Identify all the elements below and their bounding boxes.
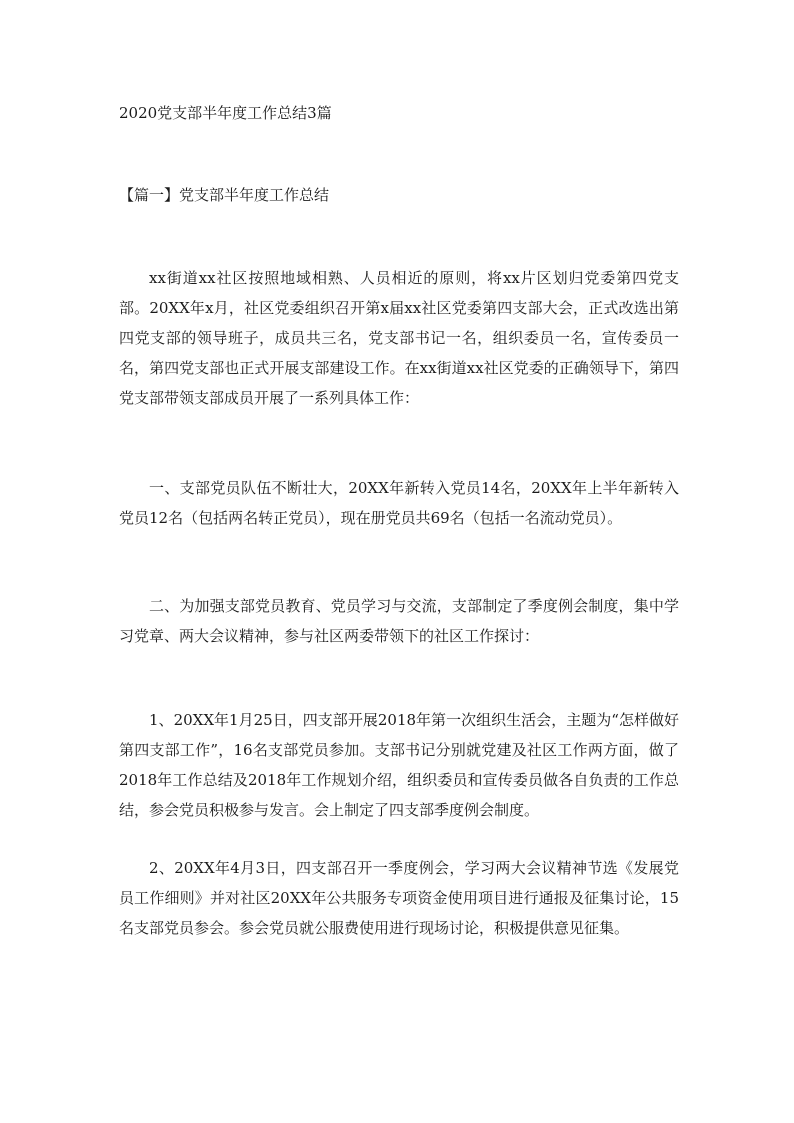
section-heading: 【篇一】党支部半年度工作总结 [119, 186, 330, 204]
paragraph-item-two: 二、为加强支部党员教育、党员学习与交流，支部制定了季度例会制度，集中学习党章、两大会议精神，参与社区两委带领下的社区工作探讨： [119, 597, 679, 645]
paragraph-item-one: 一、支部党员队伍不断壮大，20XX年新转入党员14名，20XX年上半年新转入党员12名（包括两名转正党员），现在册党员共69名（包括一名流动党员）。 [119, 479, 679, 527]
paragraph-intro: xx街道xx社区按照地域相熟、人员相近的原则，将xx片区划归党委第四党支部。20XX年x月，社区党委组织召开第x届xx社区党委第四支部大会，正式改选出第四党支部的领导班子，成员共三名，党支部书记一名，组织委员一名，宣传委员一名，第四党支部也正式开展支部建设工作。在xx街道xx社区党委的正确领导下，第四党支部带领支部成员开展了一系列具体工作： [119, 269, 679, 407]
document-title: 2020党支部半年度工作总结3篇 [119, 104, 332, 122]
paragraph-subitem-two: 2、20XX年4月3日，四支部召开一季度例会，学习两大会议精神节选《发展党员工作细则》并对社区20XX年公共服务专项资金使用项目进行通报及征集讨论，15名支部党员参会。参会党员就公服费使用进行现场讨论，积极提供意见征集。 [119, 859, 679, 937]
paragraph-subitem-one: 1、20XX年1月25日，四支部开展2018年第一次组织生活会，主题为“怎样做好第四支部工作”，16名支部党员参加。支部书记分别就党建及社区工作两方面，做了2018年工作总结及2018年工作规划介绍，组织委员和宣传委员做各自负责的工作总结，参会党员积极参与发言。会上制定了四支部季度例会制度。 [119, 711, 679, 819]
